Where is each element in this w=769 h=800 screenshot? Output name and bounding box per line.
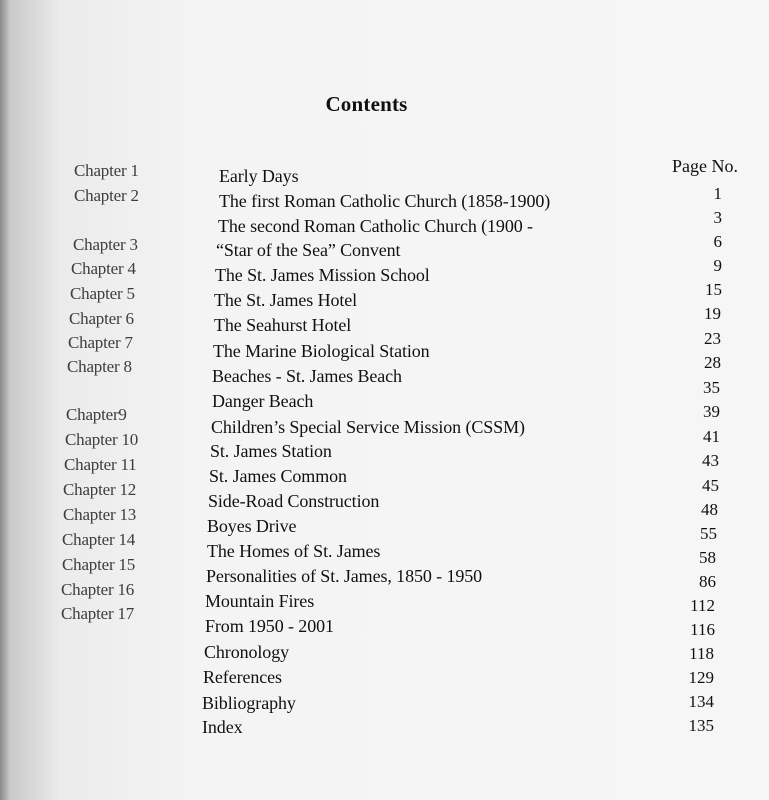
entry-page-number: 9 [713, 256, 722, 275]
entry-title: The Marine Biological Station [213, 341, 430, 361]
entry-title: Mountain Fires [205, 591, 315, 611]
chapter-label: Chapter 4 [71, 259, 136, 278]
entry-page-number: 55 [700, 524, 717, 543]
entry-title: From 1950 - 2001 [205, 616, 334, 636]
entry-title: Personalities of St. James, 1850 - 1950 [206, 566, 483, 586]
chapter-label: Chapter 8 [67, 357, 132, 376]
entry-title: The first Roman Catholic Church (1858-1900) [219, 191, 551, 211]
entry-title: St. James Station [210, 441, 332, 461]
entry-title: Children’s Special Service Mission (CSSM) [211, 417, 525, 437]
page-title: Contents [325, 92, 408, 116]
entry-page-number: 118 [689, 644, 714, 663]
chapter-label: Chapter 11 [64, 455, 137, 474]
entry-page-number: 28 [704, 353, 721, 372]
entry-page-number: 15 [705, 280, 722, 299]
entry-page-number: 39 [703, 402, 720, 421]
entry-page-number: 6 [713, 232, 722, 251]
entry-title: Index [202, 717, 243, 737]
entry-page-number: 58 [699, 548, 716, 567]
entry-page-number: 112 [690, 596, 715, 615]
entry-title: Beaches - St. James Beach [212, 366, 402, 386]
entry-title: St. James Common [209, 466, 347, 486]
entry-page-number: 41 [703, 427, 720, 446]
chapter-label: Chapter 1 [74, 161, 139, 180]
entry-page-number: 23 [704, 329, 721, 348]
entry-page-number: 3 [713, 208, 722, 227]
chapter-label: Chapter 3 [73, 235, 138, 254]
chapter-label: Chapter 16 [61, 580, 135, 599]
chapter-label: Chapter 6 [69, 309, 134, 328]
entry-page-number: 48 [701, 500, 718, 519]
chapter-label: Chapter9 [66, 405, 127, 424]
chapter-label: Chapter 15 [62, 555, 136, 574]
entry-page-number: 116 [690, 620, 715, 639]
entry-title: Side-Road Construction [208, 491, 380, 511]
entry-page-number: 45 [702, 476, 719, 495]
entry-page-number: 134 [688, 692, 714, 711]
entry-title: Danger Beach [212, 391, 314, 411]
entry-title: Chronology [204, 642, 290, 662]
entry-page-number: 35 [703, 378, 720, 397]
entry-page-number: 43 [702, 451, 719, 470]
entry-title: Bibliography [202, 693, 296, 713]
entry-page-number: 86 [699, 572, 716, 591]
entry-title: Boyes Drive [207, 516, 297, 536]
chapter-label: Chapter 2 [74, 186, 139, 205]
chapter-label: Chapter 13 [63, 505, 137, 524]
entry-page-number: 135 [688, 716, 714, 735]
chapter-label: Chapter 7 [68, 333, 133, 352]
entry-title: The St. James Mission School [215, 265, 430, 285]
entry-page-number: 19 [704, 304, 721, 323]
chapter-label: Chapter 17 [61, 604, 135, 623]
entry-title: The second Roman Catholic Church (1900 - [218, 216, 533, 236]
chapter-label: Chapter 14 [62, 530, 136, 549]
chapter-label: Chapter 10 [65, 430, 139, 449]
entry-title: “Star of the Sea” Convent [216, 240, 401, 260]
entry-title: The St. James Hotel [214, 290, 358, 310]
chapter-label: Chapter 5 [70, 284, 135, 303]
entry-page-number: 1 [713, 184, 722, 203]
entry-title: The Seahurst Hotel [214, 315, 352, 335]
entry-title: The Homes of St. James [207, 541, 381, 561]
page-number-column-heading: Page No. [672, 156, 738, 176]
entry-page-number: 129 [688, 668, 714, 687]
entry-title: Early Days [219, 166, 299, 186]
chapter-label: Chapter 12 [63, 480, 137, 499]
entry-title: References [203, 667, 282, 687]
